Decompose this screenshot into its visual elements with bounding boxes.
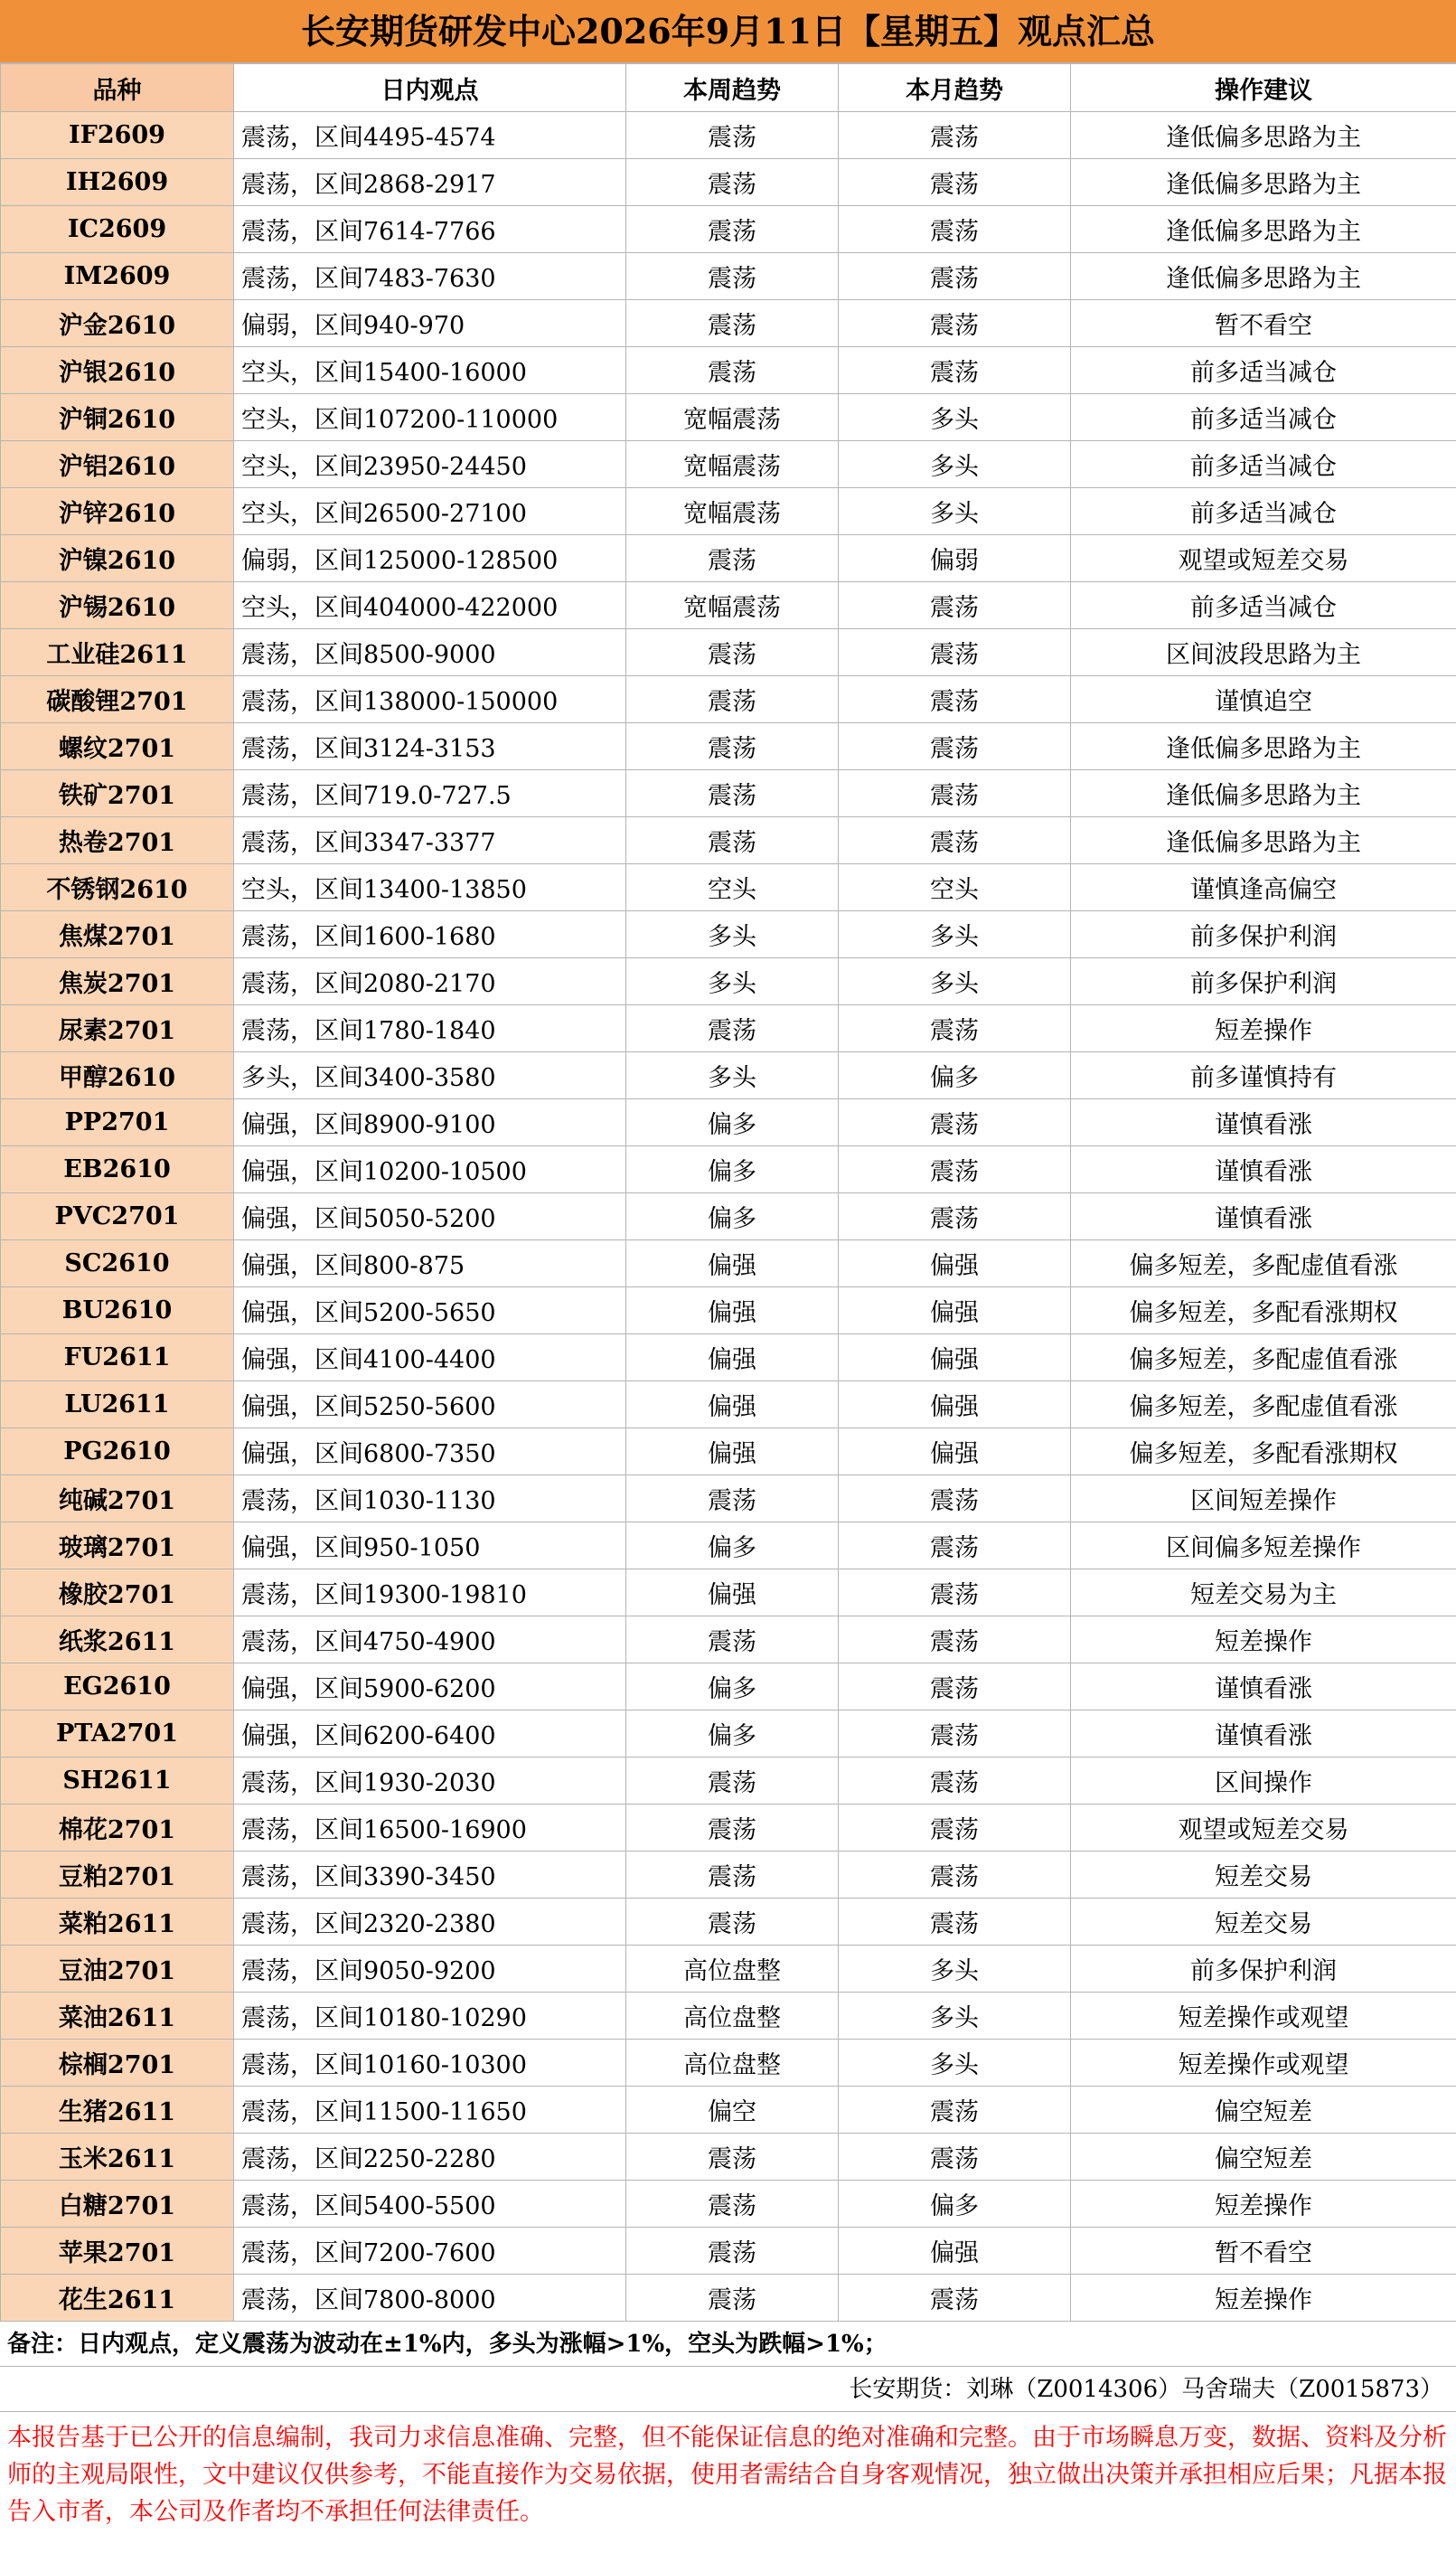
- cell-week-trend: 偏强: [626, 1569, 839, 1616]
- cell-month-trend: 偏强: [839, 1381, 1071, 1428]
- cell-advice: 谨慎看涨: [1071, 1099, 1456, 1146]
- cell-week-trend: 震荡: [626, 1804, 839, 1852]
- table-row: [1, 347, 1456, 394]
- cell-week-trend: 震荡: [626, 206, 839, 253]
- cell-week-trend: 偏空: [626, 2087, 839, 2134]
- cell-variety: EG2610: [1, 1663, 234, 1710]
- cell-variety: SH2611: [1, 1757, 234, 1804]
- cell-intraday-view: 震荡，区间2320-2380: [234, 1899, 626, 1946]
- cell-week-trend: 偏多: [626, 1663, 839, 1710]
- cell-advice: 前多保护利润: [1071, 958, 1456, 1005]
- table-row: [1, 770, 1456, 817]
- header-month-trend: 本月趋势: [839, 64, 1071, 112]
- cell-variety: 橡胶2701: [1, 1569, 234, 1616]
- cell-intraday-view: 偏强，区间8900-9100: [234, 1099, 626, 1146]
- table-row: [1, 723, 1456, 770]
- cell-variety: 玉米2611: [1, 2134, 234, 2181]
- cell-intraday-view: 多头，区间3400-3580: [234, 1052, 626, 1099]
- cell-intraday-view: 震荡，区间7800-8000: [234, 2275, 626, 2322]
- table-row: [1, 112, 1456, 159]
- cell-week-trend: 震荡: [626, 676, 839, 723]
- cell-month-trend: 多头: [839, 1946, 1071, 1993]
- cell-advice: 短差操作: [1071, 1005, 1456, 1052]
- cell-month-trend: 震荡: [839, 112, 1071, 159]
- cell-variety: LU2611: [1, 1381, 234, 1428]
- views-table: [0, 63, 1456, 2322]
- cell-month-trend: 多头: [839, 394, 1071, 441]
- cell-intraday-view: 震荡，区间719.0-727.5: [234, 770, 626, 817]
- cell-advice: 谨慎看涨: [1071, 1193, 1456, 1240]
- cell-week-trend: 宽幅震荡: [626, 394, 839, 441]
- cell-month-trend: 空头: [839, 864, 1071, 911]
- table-row: [1, 676, 1456, 723]
- header-advice: 操作建议: [1071, 64, 1456, 112]
- cell-advice: 区间偏多短差操作: [1071, 1522, 1456, 1569]
- table-row: [1, 2040, 1456, 2087]
- cell-variety: PVC2701: [1, 1193, 234, 1240]
- cell-advice: 偏空短差: [1071, 2087, 1456, 2134]
- cell-week-trend: 震荡: [626, 300, 839, 347]
- cell-variety: BU2610: [1, 1287, 234, 1334]
- table-row: [1, 394, 1456, 441]
- cell-month-trend: 多头: [839, 2040, 1071, 2087]
- cell-variety: 铁矿2701: [1, 770, 234, 817]
- cell-month-trend: 震荡: [839, 817, 1071, 864]
- cell-week-trend: 震荡: [626, 1005, 839, 1052]
- cell-intraday-view: 偏弱，区间940-970: [234, 300, 626, 347]
- cell-variety: 焦炭2701: [1, 958, 234, 1005]
- cell-variety: 沪镍2610: [1, 535, 234, 582]
- cell-month-trend: 震荡: [839, 1146, 1071, 1193]
- cell-week-trend: 震荡: [626, 770, 839, 817]
- cell-advice: 短差交易: [1071, 1852, 1456, 1899]
- table-row: [1, 1569, 1456, 1616]
- cell-week-trend: 震荡: [626, 112, 839, 159]
- cell-week-trend: 震荡: [626, 159, 839, 206]
- cell-week-trend: 多头: [626, 958, 839, 1005]
- table-row: [1, 1710, 1456, 1757]
- cell-month-trend: 震荡: [839, 629, 1071, 676]
- cell-intraday-view: 空头，区间404000-422000: [234, 582, 626, 629]
- table-row: [1, 2087, 1456, 2134]
- cell-month-trend: 震荡: [839, 1522, 1071, 1569]
- analysts-line: 长安期货：刘琳（Z0014306）马舍瑞夫（Z0015873）: [0, 2367, 1456, 2412]
- cell-month-trend: 震荡: [839, 1475, 1071, 1522]
- cell-week-trend: 多头: [626, 911, 839, 958]
- cell-intraday-view: 空头，区间26500-27100: [234, 488, 626, 535]
- cell-variety: 焦煤2701: [1, 911, 234, 958]
- cell-month-trend: 震荡: [839, 347, 1071, 394]
- table-row: [1, 1287, 1456, 1334]
- cell-advice: 偏多短差，多配虚值看涨: [1071, 1240, 1456, 1287]
- cell-variety: 沪银2610: [1, 347, 234, 394]
- cell-intraday-view: 震荡，区间2080-2170: [234, 958, 626, 1005]
- cell-intraday-view: 偏强，区间5200-5650: [234, 1287, 626, 1334]
- cell-month-trend: 震荡: [839, 1852, 1071, 1899]
- cell-month-trend: 震荡: [839, 770, 1071, 817]
- cell-intraday-view: 偏强，区间5250-5600: [234, 1381, 626, 1428]
- table-body: [1, 112, 1456, 2322]
- cell-variety: 菜油2611: [1, 1993, 234, 2040]
- cell-month-trend: 震荡: [839, 2087, 1071, 2134]
- table-row: [1, 1993, 1456, 2040]
- cell-intraday-view: 震荡，区间5400-5500: [234, 2181, 626, 2228]
- cell-month-trend: 多头: [839, 911, 1071, 958]
- cell-week-trend: 多头: [626, 1052, 839, 1099]
- cell-variety: 菜粕2611: [1, 1899, 234, 1946]
- cell-week-trend: 宽幅震荡: [626, 441, 839, 488]
- cell-variety: 沪锡2610: [1, 582, 234, 629]
- cell-intraday-view: 偏弱，区间125000-128500: [234, 535, 626, 582]
- cell-intraday-view: 偏强，区间10200-10500: [234, 1146, 626, 1193]
- cell-intraday-view: 偏强，区间800-875: [234, 1240, 626, 1287]
- cell-intraday-view: 震荡，区间16500-16900: [234, 1804, 626, 1852]
- table-row: [1, 958, 1456, 1005]
- cell-intraday-view: 空头，区间107200-110000: [234, 394, 626, 441]
- cell-month-trend: 震荡: [839, 1899, 1071, 1946]
- cell-advice: 逢低偏多思路为主: [1071, 770, 1456, 817]
- table-row: [1, 582, 1456, 629]
- cell-intraday-view: 震荡，区间7200-7600: [234, 2228, 626, 2275]
- table-row: [1, 1852, 1456, 1899]
- cell-month-trend: 偏强: [839, 1287, 1071, 1334]
- cell-week-trend: 高位盘整: [626, 1993, 839, 2040]
- cell-advice: 逢低偏多思路为主: [1071, 112, 1456, 159]
- cell-intraday-view: 震荡，区间8500-9000: [234, 629, 626, 676]
- table-row: [1, 1475, 1456, 1522]
- cell-variety: IC2609: [1, 206, 234, 253]
- cell-variety: 热卷2701: [1, 817, 234, 864]
- cell-variety: SC2610: [1, 1240, 234, 1287]
- cell-month-trend: 震荡: [839, 2275, 1071, 2322]
- cell-variety: PP2701: [1, 1099, 234, 1146]
- cell-variety: IM2609: [1, 253, 234, 300]
- cell-advice: 短差操作: [1071, 2181, 1456, 2228]
- table-row: [1, 1099, 1456, 1146]
- cell-variety: 纸浆2611: [1, 1616, 234, 1663]
- cell-week-trend: 偏多: [626, 1193, 839, 1240]
- cell-month-trend: 偏弱: [839, 535, 1071, 582]
- cell-variety: 白糖2701: [1, 2181, 234, 2228]
- cell-advice: 短差操作: [1071, 2275, 1456, 2322]
- cell-month-trend: 震荡: [839, 582, 1071, 629]
- cell-advice: 偏多短差，多配虚值看涨: [1071, 1381, 1456, 1428]
- cell-advice: 观望或短差交易: [1071, 535, 1456, 582]
- table-row: [1, 1052, 1456, 1099]
- cell-month-trend: 偏强: [839, 2228, 1071, 2275]
- cell-variety: 棉花2701: [1, 1804, 234, 1852]
- cell-advice: 前多适当减仓: [1071, 582, 1456, 629]
- cell-week-trend: 震荡: [626, 817, 839, 864]
- cell-intraday-view: 震荡，区间3390-3450: [234, 1852, 626, 1899]
- cell-advice: 前多适当减仓: [1071, 441, 1456, 488]
- table-row: [1, 1946, 1456, 1993]
- table-header-row: [1, 64, 1456, 112]
- cell-week-trend: 震荡: [626, 1475, 839, 1522]
- cell-week-trend: 偏多: [626, 1146, 839, 1193]
- cell-advice: 短差交易为主: [1071, 1569, 1456, 1616]
- cell-week-trend: 震荡: [626, 1899, 839, 1946]
- cell-variety: FU2611: [1, 1334, 234, 1381]
- cell-month-trend: 震荡: [839, 1193, 1071, 1240]
- table-row: [1, 864, 1456, 911]
- cell-intraday-view: 偏强，区间6200-6400: [234, 1710, 626, 1757]
- table-row: [1, 817, 1456, 864]
- table-row: [1, 2275, 1456, 2322]
- cell-variety: 沪锌2610: [1, 488, 234, 535]
- cell-variety: 玻璃2701: [1, 1522, 234, 1569]
- table-row: [1, 1240, 1456, 1287]
- header-variety: 品种: [1, 64, 234, 112]
- cell-month-trend: 偏多: [839, 2181, 1071, 2228]
- table-row: [1, 488, 1456, 535]
- cell-week-trend: 震荡: [626, 2228, 839, 2275]
- cell-month-trend: 震荡: [839, 1099, 1071, 1146]
- cell-intraday-view: 空头，区间15400-16000: [234, 347, 626, 394]
- cell-advice: 短差操作: [1071, 1616, 1456, 1663]
- cell-advice: 前多保护利润: [1071, 1946, 1456, 1993]
- cell-month-trend: 偏强: [839, 1334, 1071, 1381]
- cell-intraday-view: 震荡，区间4750-4900: [234, 1616, 626, 1663]
- table-row: [1, 629, 1456, 676]
- table-row: [1, 1804, 1456, 1852]
- cell-week-trend: 偏多: [626, 1099, 839, 1146]
- cell-intraday-view: 震荡，区间1030-1130: [234, 1475, 626, 1522]
- cell-week-trend: 高位盘整: [626, 2040, 839, 2087]
- cell-variety: 豆油2701: [1, 1946, 234, 1993]
- cell-intraday-view: 震荡，区间3124-3153: [234, 723, 626, 770]
- table-row: [1, 1005, 1456, 1052]
- table-row: [1, 2134, 1456, 2181]
- cell-variety: 不锈钢2610: [1, 864, 234, 911]
- table-row: [1, 1663, 1456, 1710]
- cell-month-trend: 偏强: [839, 1240, 1071, 1287]
- cell-month-trend: 多头: [839, 958, 1071, 1005]
- cell-month-trend: 震荡: [839, 300, 1071, 347]
- cell-month-trend: 多头: [839, 1993, 1071, 2040]
- cell-advice: 前多保护利润: [1071, 911, 1456, 958]
- cell-advice: 短差操作或观望: [1071, 1993, 1456, 2040]
- table-row: [1, 441, 1456, 488]
- cell-advice: 逢低偏多思路为主: [1071, 817, 1456, 864]
- cell-advice: 偏空短差: [1071, 2134, 1456, 2181]
- cell-advice: 前多适当减仓: [1071, 488, 1456, 535]
- cell-intraday-view: 震荡，区间4495-4574: [234, 112, 626, 159]
- cell-week-trend: 震荡: [626, 1616, 839, 1663]
- cell-intraday-view: 震荡，区间2868-2917: [234, 159, 626, 206]
- table-row: [1, 1757, 1456, 1804]
- cell-intraday-view: 震荡，区间10160-10300: [234, 2040, 626, 2087]
- cell-variety: 生猪2611: [1, 2087, 234, 2134]
- cell-intraday-view: 震荡，区间10180-10290: [234, 1993, 626, 2040]
- cell-month-trend: 震荡: [839, 676, 1071, 723]
- table-row: [1, 2228, 1456, 2275]
- cell-intraday-view: 偏强，区间950-1050: [234, 1522, 626, 1569]
- cell-month-trend: 震荡: [839, 1569, 1071, 1616]
- cell-week-trend: 宽幅震荡: [626, 582, 839, 629]
- cell-week-trend: 震荡: [626, 629, 839, 676]
- cell-week-trend: 震荡: [626, 2134, 839, 2181]
- cell-month-trend: 震荡: [839, 1710, 1071, 1757]
- cell-advice: 偏多短差，多配看涨期权: [1071, 1287, 1456, 1334]
- cell-intraday-view: 偏强，区间6800-7350: [234, 1428, 626, 1475]
- cell-advice: 谨慎追空: [1071, 676, 1456, 723]
- cell-intraday-view: 偏强，区间5900-6200: [234, 1663, 626, 1710]
- cell-month-trend: 震荡: [839, 206, 1071, 253]
- cell-month-trend: 震荡: [839, 1616, 1071, 1663]
- cell-intraday-view: 偏强，区间5050-5200: [234, 1193, 626, 1240]
- table-row: [1, 1522, 1456, 1569]
- cell-week-trend: 偏多: [626, 1522, 839, 1569]
- cell-week-trend: 偏强: [626, 1334, 839, 1381]
- cell-week-trend: 震荡: [626, 347, 839, 394]
- table-row: [1, 911, 1456, 958]
- cell-intraday-view: 震荡，区间2250-2280: [234, 2134, 626, 2181]
- cell-intraday-view: 震荡，区间1930-2030: [234, 1757, 626, 1804]
- cell-variety: 沪铜2610: [1, 394, 234, 441]
- cell-month-trend: 多头: [839, 488, 1071, 535]
- cell-variety: 豆粕2701: [1, 1852, 234, 1899]
- cell-intraday-view: 震荡，区间9050-9200: [234, 1946, 626, 1993]
- cell-variety: IH2609: [1, 159, 234, 206]
- table-row: [1, 1899, 1456, 1946]
- cell-advice: 偏多短差，多配看涨期权: [1071, 1428, 1456, 1475]
- cell-week-trend: 震荡: [626, 723, 839, 770]
- cell-intraday-view: 震荡，区间1780-1840: [234, 1005, 626, 1052]
- cell-week-trend: 震荡: [626, 2181, 839, 2228]
- table-row: [1, 1428, 1456, 1475]
- cell-variety: 螺纹2701: [1, 723, 234, 770]
- cell-intraday-view: 震荡，区间7614-7766: [234, 206, 626, 253]
- cell-variety: 苹果2701: [1, 2228, 234, 2275]
- table-row: [1, 159, 1456, 206]
- cell-month-trend: 偏强: [839, 1428, 1071, 1475]
- cell-advice: 观望或短差交易: [1071, 1804, 1456, 1852]
- disclaimer: 本报告基于已公开的信息编制，我司力求信息准确、完整，但不能保证信息的绝对准确和完整。由于市场瞬息万变，数据、资料及分析师的主观局限性，文中建议仅供参考，不能直接作为交易依据，使用者需结合自身客观情况，独立做出决策并承担相应后果；凡据本报告入市者，本公司及作者均不承担任何法律责任。: [7, 2424, 1447, 2526]
- cell-advice: 谨慎看涨: [1071, 1146, 1456, 1193]
- cell-month-trend: 震荡: [839, 2134, 1071, 2181]
- cell-month-trend: 偏多: [839, 1052, 1071, 1099]
- cell-month-trend: 震荡: [839, 1005, 1071, 1052]
- table-row: [1, 1381, 1456, 1428]
- cell-variety: 沪铝2610: [1, 441, 234, 488]
- cell-week-trend: 震荡: [626, 253, 839, 300]
- cell-week-trend: 偏强: [626, 1287, 839, 1334]
- table-row: [1, 300, 1456, 347]
- cell-variety: 纯碱2701: [1, 1475, 234, 1522]
- cell-variety: 碳酸锂2701: [1, 676, 234, 723]
- cell-variety: 甲醇2610: [1, 1052, 234, 1099]
- cell-week-trend: 空头: [626, 864, 839, 911]
- table-row: [1, 1193, 1456, 1240]
- cell-month-trend: 震荡: [839, 1663, 1071, 1710]
- cell-month-trend: 震荡: [839, 1804, 1071, 1852]
- header-intraday: 日内观点: [234, 64, 626, 112]
- cell-advice: 偏多短差，多配虚值看涨: [1071, 1334, 1456, 1381]
- cell-advice: 短差操作或观望: [1071, 2040, 1456, 2087]
- cell-week-trend: 震荡: [626, 2275, 839, 2322]
- cell-advice: 谨慎看涨: [1071, 1663, 1456, 1710]
- table-row: [1, 253, 1456, 300]
- cell-variety: 沪金2610: [1, 300, 234, 347]
- cell-week-trend: 高位盘整: [626, 1946, 839, 1993]
- cell-variety: 工业硅2611: [1, 629, 234, 676]
- cell-advice: 逢低偏多思路为主: [1071, 253, 1456, 300]
- cell-advice: 暂不看空: [1071, 2228, 1456, 2275]
- table-row: [1, 206, 1456, 253]
- cell-advice: 逢低偏多思路为主: [1071, 723, 1456, 770]
- cell-advice: 区间操作: [1071, 1757, 1456, 1804]
- cell-advice: 逢低偏多思路为主: [1071, 206, 1456, 253]
- cell-month-trend: 震荡: [839, 1757, 1071, 1804]
- cell-intraday-view: 震荡，区间138000-150000: [234, 676, 626, 723]
- cell-week-trend: 震荡: [626, 1852, 839, 1899]
- cell-intraday-view: 震荡，区间11500-11650: [234, 2087, 626, 2134]
- report-title: 长安期货研发中心2026年9月11日【星期五】观点汇总: [0, 0, 1456, 63]
- cell-week-trend: 震荡: [626, 535, 839, 582]
- header-week-trend: 本周趋势: [626, 64, 839, 112]
- cell-intraday-view: 震荡，区间7483-7630: [234, 253, 626, 300]
- cell-month-trend: 震荡: [839, 723, 1071, 770]
- cell-week-trend: 震荡: [626, 1757, 839, 1804]
- cell-advice: 谨慎逢高偏空: [1071, 864, 1456, 911]
- cell-variety: PTA2701: [1, 1710, 234, 1757]
- cell-intraday-view: 震荡，区间1600-1680: [234, 911, 626, 958]
- cell-advice: 谨慎看涨: [1071, 1710, 1456, 1757]
- cell-advice: 区间短差操作: [1071, 1475, 1456, 1522]
- cell-month-trend: 多头: [839, 441, 1071, 488]
- cell-week-trend: 偏强: [626, 1381, 839, 1428]
- cell-month-trend: 震荡: [839, 253, 1071, 300]
- cell-variety: 花生2611: [1, 2275, 234, 2322]
- cell-intraday-view: 震荡，区间19300-19810: [234, 1569, 626, 1616]
- cell-advice: 前多适当减仓: [1071, 394, 1456, 441]
- table-row: [1, 1146, 1456, 1193]
- cell-intraday-view: 偏强，区间4100-4400: [234, 1334, 626, 1381]
- cell-advice: 短差交易: [1071, 1899, 1456, 1946]
- cell-advice: 逢低偏多思路为主: [1071, 159, 1456, 206]
- cell-intraday-view: 空头，区间23950-24450: [234, 441, 626, 488]
- cell-week-trend: 偏多: [626, 1710, 839, 1757]
- cell-variety: IF2609: [1, 112, 234, 159]
- cell-month-trend: 震荡: [839, 159, 1071, 206]
- table-row: [1, 1616, 1456, 1663]
- cell-variety: 棕榈2701: [1, 2040, 234, 2087]
- cell-intraday-view: 震荡，区间3347-3377: [234, 817, 626, 864]
- table-row: [1, 1334, 1456, 1381]
- cell-variety: 尿素2701: [1, 1005, 234, 1052]
- cell-variety: EB2610: [1, 1146, 234, 1193]
- cell-advice: 前多适当减仓: [1071, 347, 1456, 394]
- cell-week-trend: 偏强: [626, 1428, 839, 1475]
- table-row: [1, 2181, 1456, 2228]
- cell-week-trend: 宽幅震荡: [626, 488, 839, 535]
- table-row: [1, 535, 1456, 582]
- cell-week-trend: 偏强: [626, 1240, 839, 1287]
- cell-variety: PG2610: [1, 1428, 234, 1475]
- cell-advice: 暂不看空: [1071, 300, 1456, 347]
- cell-advice: 区间波段思路为主: [1071, 629, 1456, 676]
- cell-advice: 前多谨慎持有: [1071, 1052, 1456, 1099]
- footnote: 备注：日内观点，定义震荡为波动在±1%内，多头为涨幅>1%，空头为跌幅>1%；: [0, 2322, 1456, 2367]
- cell-intraday-view: 空头，区间13400-13850: [234, 864, 626, 911]
